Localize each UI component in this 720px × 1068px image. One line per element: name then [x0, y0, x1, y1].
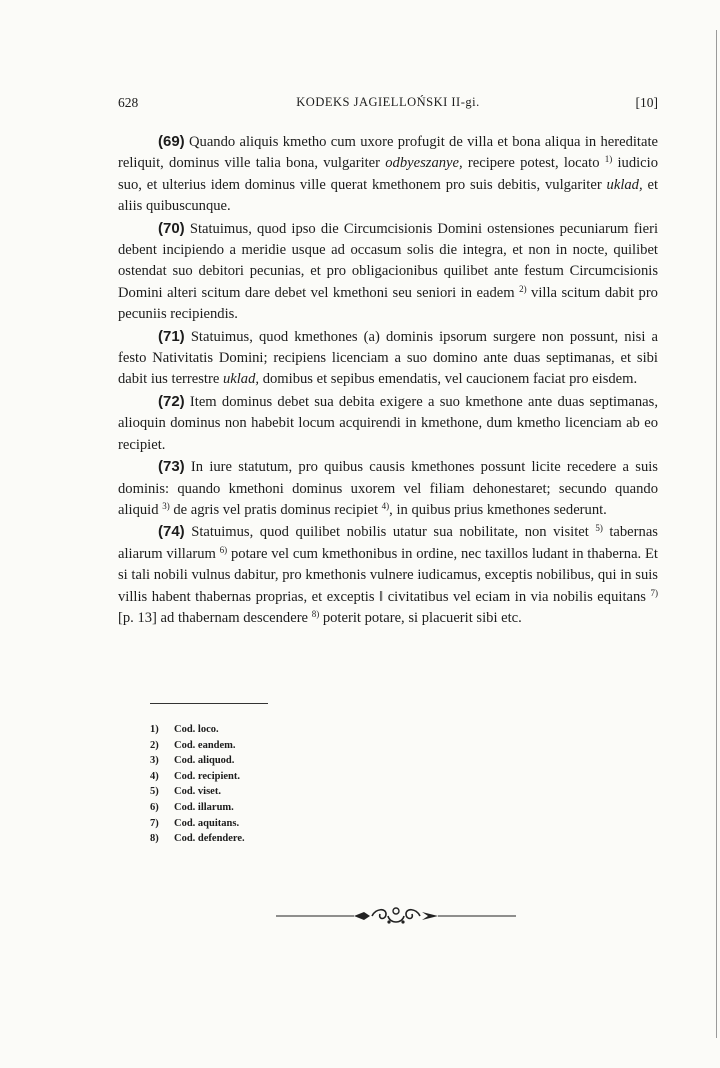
text-run: In iure statutum, pro quibus causis kmethones possunt licite recedere a suis dominis: quando kmethoni dominus uxorem vel filiam dehonestaret; secundo quando aliquid: [118, 459, 658, 518]
text-run: Statuimus, quod ipso die Circumcisionis Domini ostensiones pecuniarum fieri debent incipiendo a meridie usque ad occasum solis die integra, et non in nocte, quilibet ostendat suo debitori pecunias, et pro obligacionibus quilibet ante festum Circumcisionis Domini alteri scitum dare debet vel kmethoni seu seniori in eadem: [118, 220, 658, 301]
paragraph: [118, 456, 658, 521]
footnote-text: Cod. illarum.: [174, 801, 234, 813]
paragraph-number: (70): [158, 219, 185, 237]
paragraph: [118, 326, 658, 391]
footnote-text: Cod. aquitans.: [174, 817, 240, 829]
footnote-reference: 6): [219, 544, 228, 555]
footnote-reference: 3): [162, 500, 170, 511]
footnote-text: Cod. defendere.: [174, 833, 245, 845]
footnote-item: [150, 784, 450, 800]
decorative-tailpiece-icon: [276, 902, 516, 932]
footnote-text: Cod. eandem.: [174, 739, 236, 751]
text-run: villa scitum dabit pro pecuniis recipiendis.: [118, 284, 658, 323]
footnote-item: [150, 738, 450, 754]
paragraph: [118, 521, 658, 629]
footnote-mark: 6): [150, 801, 159, 813]
footnotes-list: [150, 722, 450, 847]
footnote-mark: 7): [150, 817, 159, 829]
italic-term: uklad,: [222, 371, 260, 388]
footnote-item: [150, 831, 450, 847]
running-header: [118, 95, 658, 117]
text-run: recipere potest, locato: [462, 155, 605, 172]
footnote-text: Cod. aliquod.: [174, 755, 235, 767]
text-run: iudicio suo, et ulterius idem dominus ville querat kmethonem pro suis debitis, vulgariter: [118, 155, 658, 193]
footnote-reference: 4): [381, 500, 390, 511]
footnote-mark: 8): [150, 833, 159, 845]
paragraph-number: (73): [158, 458, 185, 476]
footnote-text: Cod. recipient.: [174, 770, 241, 782]
text-run: poterit potare, si placuerit sibi etc.: [319, 609, 522, 626]
text-run: et aliis quibuscunque.: [118, 176, 658, 215]
footnote-reference: 7): [650, 587, 658, 598]
text-run: , in quibus prius kmethones sederunt.: [389, 501, 607, 518]
running-title: KODEKS JAGIELLOŃSKI II-gi.: [296, 95, 480, 109]
italic-term: uklad,: [606, 176, 643, 193]
text-run: Item dominus debet sua debita exigere a suo kmethone ante duas septimanas, alioquin dominus non habebit locum acquirendi in kmethone, dum kmetho licenciam ab eo recipiet.: [118, 393, 658, 453]
footnote-item: [150, 816, 450, 832]
text-run: potare vel cum kmethonibus in ordine, nec taxillos ludant in thaberna. Et si tali nobili vulnus dabitur, pro kmethonis vulnere iudicamus, exceptis nobilibus, qui in suis villis habent thabernas proprias, et exceptis ‖ civitatibus vel eciam in via nobilis equitans: [118, 545, 658, 605]
paragraph-number: (71): [158, 327, 185, 345]
footnote-item: [150, 769, 450, 785]
footnote-reference: 1): [604, 154, 613, 165]
footnote-reference: 5): [595, 523, 603, 534]
text-run: domibus et sepibus emendatis, vel caucionem faciat pro eisdem.: [259, 371, 638, 388]
footnote-reference: 8): [311, 608, 320, 619]
footnote-item: [150, 800, 450, 816]
footnote-mark: 4): [150, 770, 159, 782]
paragraph-number: (74): [158, 523, 185, 541]
footnote-rule: [150, 703, 268, 704]
paragraph: [118, 218, 658, 326]
footnote-text: Cod. viset.: [174, 786, 221, 798]
footnote-item: [150, 722, 450, 738]
text-run: Statuimus, quod quilibet nobilis utatur sua nobilitate, non visitet: [184, 524, 596, 541]
text-run: Statuimus, quod kmethones (a) dominis ipsorum surgere non possunt, nisi a festo Nativitatis Domini; recipiens licenciam a suo domino ante duas septimanas, et sibi dabit ius terrestre: [118, 328, 658, 388]
footnote-item: [150, 753, 450, 769]
footnote-mark: 3): [150, 755, 159, 767]
section-number: [10]: [635, 95, 658, 110]
footnote-mark: 2): [150, 739, 159, 751]
footnote-mark: 5): [150, 786, 159, 798]
page-number: 628: [118, 95, 139, 110]
text-run: [p. 13] ad thabernam descendere: [118, 609, 312, 626]
paragraph: [118, 391, 658, 456]
text-run: Quando aliquis kmetho cum uxore profugit de villa et bona aliqua in hereditate reliquit, dominus ville talia bona, vulgariter: [118, 134, 658, 172]
footnote-reference: 2): [519, 283, 527, 294]
main-text: [118, 131, 658, 629]
text-run: de agris vel pratis dominus recipiet: [169, 501, 382, 518]
paragraph-number: (72): [158, 392, 185, 410]
page-edge-line: [716, 30, 717, 1038]
paragraph-number: (69): [158, 133, 185, 150]
text-run: tabernas aliarum villarum: [118, 524, 658, 562]
footnote-text: Cod. loco.: [174, 724, 219, 735]
italic-term: odbyeszanye,: [385, 155, 463, 172]
paragraph: [118, 131, 658, 218]
footnote-mark: 1): [150, 724, 159, 735]
